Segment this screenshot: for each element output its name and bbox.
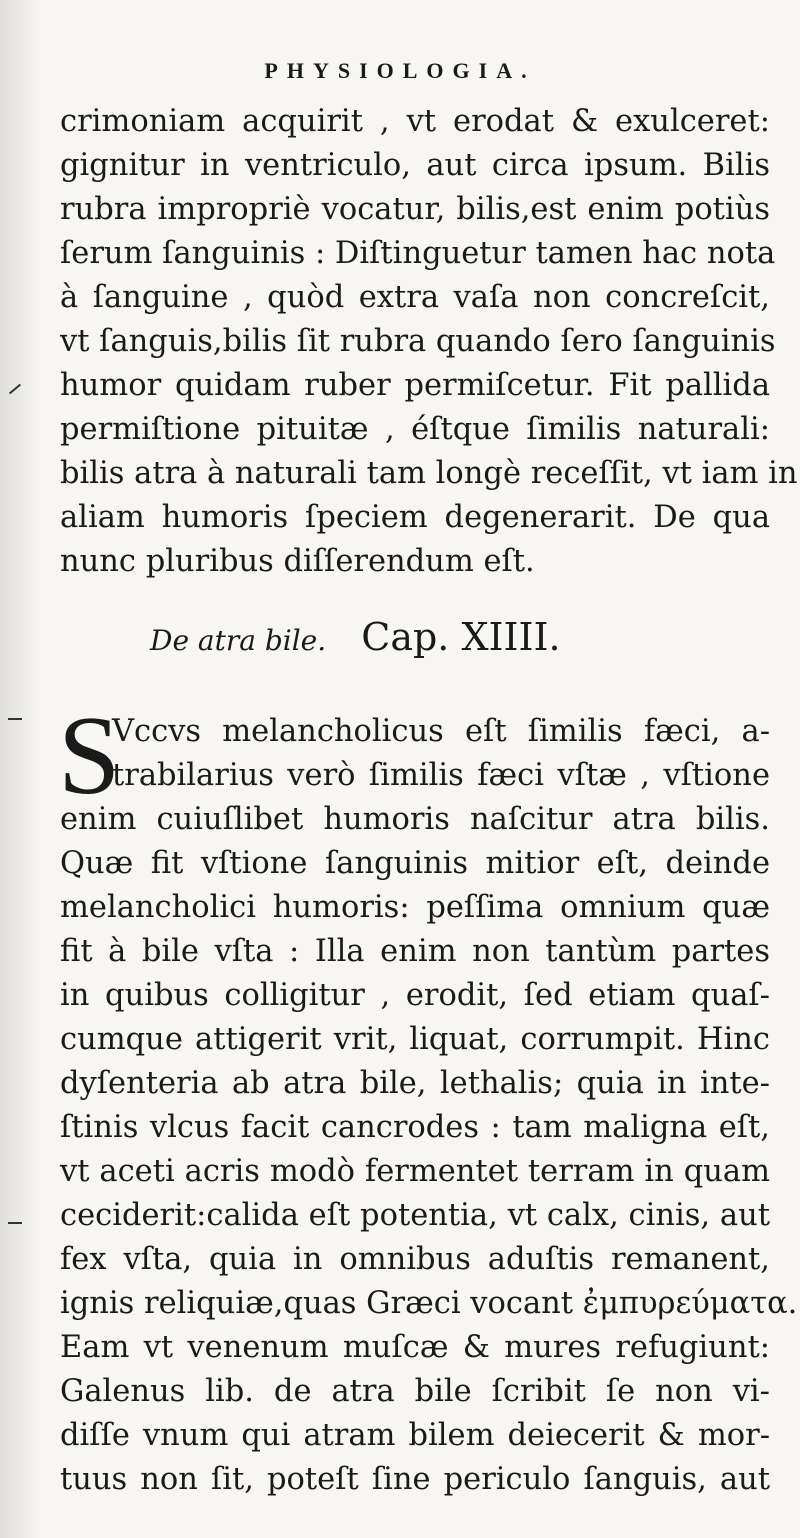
chapter-number: Cap. XIIII.: [361, 615, 561, 659]
gutter-shadow: [0, 0, 40, 1538]
text-line: Quæ fit vſtione ſanguinis mitior eſt, deinde: [60, 846, 770, 881]
text-line: bilis atra à naturali tam longè receſſit, vt iam in: [60, 456, 798, 491]
text-line: ignis reliquiæ,quas Græci vocant ἐμπυρεύματα.: [60, 1286, 798, 1321]
paragraph-2: [58, 694, 798, 1502]
text-line: diſſe vnum qui atram bilem deiecerit & mor-: [60, 1418, 770, 1453]
text-line: ſtinis vlcus facit cancrodes : tam maligna eſt,: [60, 1110, 770, 1145]
text-line: ſerum ſanguinis : Diſtinguetur tamen hac nota: [60, 236, 776, 271]
text-line: vt ſanguis,bilis ſit rubra quando ſero ſanguinis: [60, 324, 776, 359]
chapter-heading: [150, 612, 670, 662]
text-line: à ſanguine , quòd extra vaſa non concreſcit,: [60, 280, 770, 315]
text-line: enim cuiuſlibet humoris naſcitur atra bilis.: [60, 802, 770, 837]
text-line: Eam vt venenum muſcæ & mures refugiunt:: [60, 1330, 770, 1365]
text-line: rubra impropriè vocatur, bilis,est enim potiùs: [60, 192, 770, 227]
text-line: melancholici humoris: peſſima omnium quæ: [60, 890, 770, 925]
text-line: tuus non ſit, poteſt ſine periculo ſanguis, aut: [60, 1462, 770, 1497]
margin-mark: [8, 718, 22, 720]
margin-mark: [8, 1222, 22, 1224]
text-line: nunc pluribus diſſerendum eſt.: [60, 544, 535, 579]
text-line: dyſenteria ab atra bile, lethalis; quia in inte-: [60, 1066, 770, 1101]
chapter-title: De atra bile.: [150, 624, 327, 657]
text-line: fex vſta, quia in omnibus aduſtis remanent,: [60, 1242, 770, 1277]
text-line: aliam humoris ſpeciem degenerarit. De qua: [60, 500, 770, 535]
paragraph-1: [60, 100, 798, 584]
text-line: Vccvs melancholicus eſt ſimilis fæci, a-: [112, 714, 770, 749]
text-line: Galenus lib. de atra bile ſcribit ſe non vi-: [60, 1374, 770, 1409]
drop-cap: S: [58, 694, 121, 818]
text-line: ceciderit:calida eſt potentia, vt calx, cinis, aut: [60, 1198, 770, 1233]
text-line: cumque attigerit vrit, liquat, corrumpit. Hinc: [60, 1022, 770, 1057]
text-line: fit à bile vſta : Illa enim non tantùm partes: [60, 934, 770, 969]
text-line: trabilarius verò ſimilis fæci vſtæ , vſtione: [112, 758, 770, 793]
text-line: in quibus colligitur , erodit, ſed etiam quaſ-: [60, 978, 770, 1013]
text-line: crimoniam acquirit , vt erodat & exulceret:: [60, 104, 770, 139]
text-line: gignitur in ventriculo, aut circa ipsum. Bilis: [60, 148, 770, 183]
text-line: vt aceti acris modò fermentet terram in quam: [60, 1154, 770, 1189]
running-head: PHYSIOLOGIA.: [264, 58, 536, 83]
text-line: humor quidam ruber permiſcetur. Fit pallida: [60, 368, 770, 403]
text-line: permiſtione pituitæ , éſtque ſimilis naturali:: [60, 412, 770, 447]
